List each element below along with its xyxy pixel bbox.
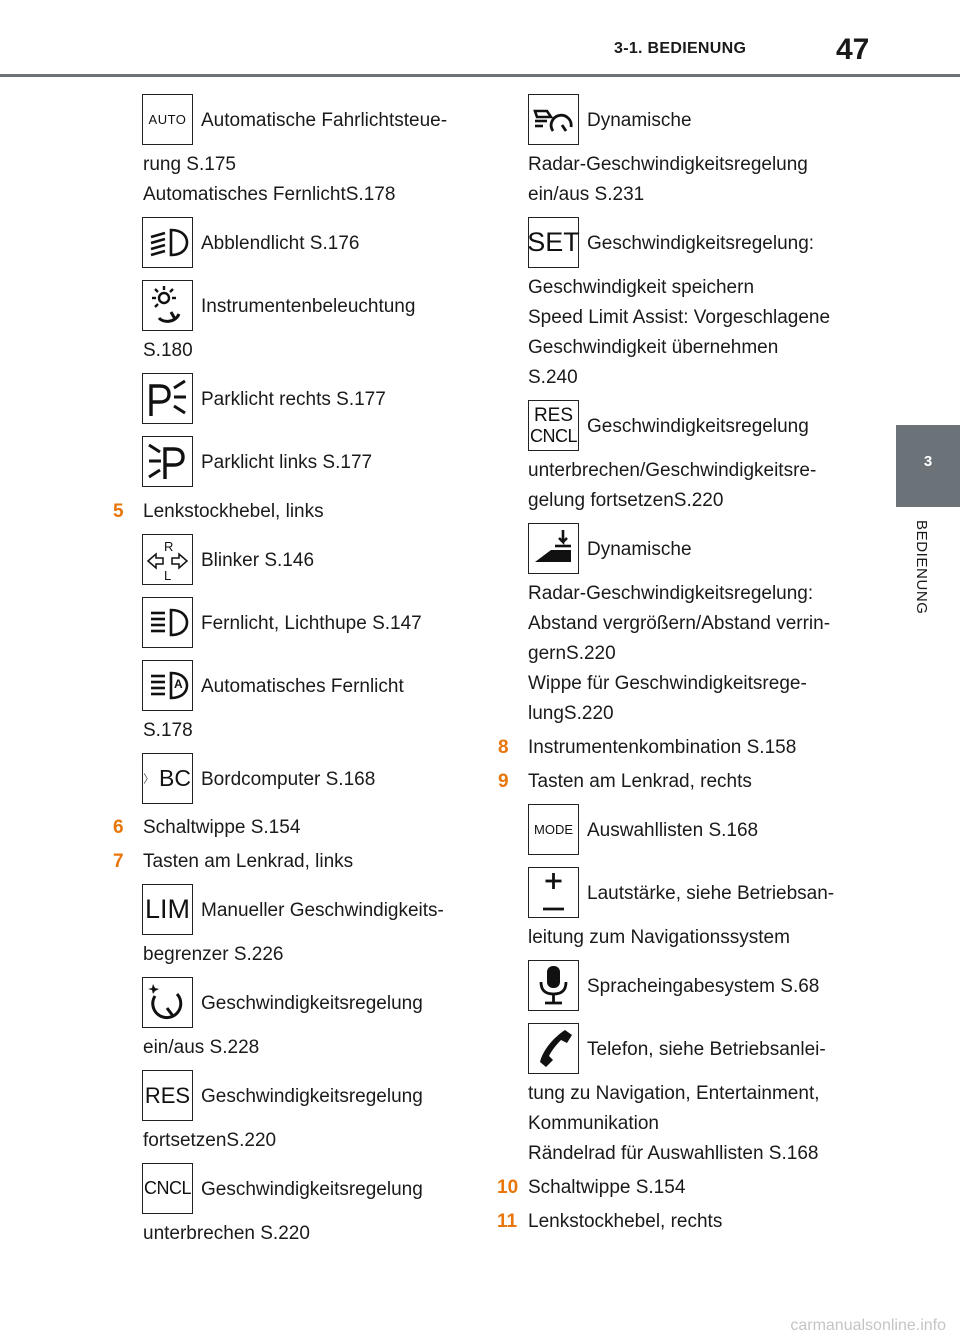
auto-light-text: Automatische Fahrlichtsteue- [201,110,448,131]
phone-text: Telefon, siehe Betriebsanlei- [587,1039,826,1060]
distance-control-icon [528,523,579,574]
volume-text: Lautstärke, siehe Betriebsan- [587,883,835,904]
dynamic-radar-cruise-icon [528,94,579,145]
trip-computer-text: Bordcomputer S.168 [201,769,376,790]
header-divider [0,74,960,77]
set-text: Geschwindigkeitsregelung: [587,233,815,254]
item-6-text: Schaltwippe S.154 [143,817,301,838]
item-11-text: Lenkstockhebel, rechts [528,1211,723,1232]
distance-cont5: lungS.220 [528,703,614,724]
low-beam-text: Abblendlicht S.176 [201,233,360,254]
distance-cont1: Radar-Geschwindigkeitsregelung: [528,583,814,604]
resume-text: Geschwindigkeitsregelung [201,1086,423,1107]
auto-high-beam-cont: S.178 [143,720,193,741]
item-9-text: Tasten am Lenkrad, rechts [528,771,752,792]
svg-text:L: L [164,568,172,582]
cruise-control-icon [142,977,193,1028]
speed-limiter-text: Manueller Geschwindigkeits- [201,900,444,921]
low-beam-icon [142,217,193,268]
park-left-icon [142,436,193,487]
volume-icon [528,867,579,918]
instrument-lighting-text: Instrumentenbeleuchtung [201,296,416,317]
item-number-7: 7 [113,851,124,872]
item-number-11: 11 [497,1211,518,1232]
speed-limiter-icon: LIM [142,884,193,935]
thumbwheel-text: Rändelrad für Auswahllisten S.168 [528,1143,819,1164]
set-icon: SET [528,217,579,268]
cruise-control-text: Geschwindigkeitsregelung [201,993,423,1014]
res-cncl-icon: RES CNCL [528,400,579,451]
item-7-text: Tasten am Lenkrad, links [143,851,354,872]
res-cncl-cont2: gelung fortsetzenS.220 [528,490,724,511]
trip-computer-icon: BC [142,753,193,804]
auto-light-cont: rung S.175 [143,154,236,175]
phone-icon [528,1023,579,1074]
instrument-lighting-icon [142,280,193,331]
set-cont2: Speed Limit Assist: Vorgeschlagene [528,307,831,328]
auto-light-icon: AUTO [142,94,193,145]
turn-signal-icon [142,534,193,585]
auto-high-beam-icon [142,660,193,711]
res-cncl-cont1: unterbrechen/Geschwindigkeitsre- [528,460,817,481]
mode-text: Auswahllisten S.168 [587,820,759,841]
cruise-control-cont: ein/aus S.228 [143,1037,260,1058]
set-cont4: S.240 [528,367,578,388]
res-cncl-text: Geschwindigkeitsregelung [587,416,809,437]
watermark: carmanualsonline.info [790,1317,946,1334]
distance-cont4: Wippe für Geschwindigkeitsrege- [528,673,807,694]
auto-high-beam-text: Automatisches Fernlicht [201,676,404,697]
phone-cont2: Kommunikation [528,1113,659,1134]
park-right-icon [142,373,193,424]
distance-cont2: Abstand vergrößern/Abstand verrin- [528,613,831,634]
item-number-5: 5 [113,501,124,522]
instrument-lighting-cont: S.180 [143,340,193,361]
dynamic-radar-cont2: ein/aus S.231 [528,184,645,205]
item-5-text: Lenkstockhebel, links [143,501,324,522]
chapter-tab[interactable] [896,425,960,507]
phone-cont1: tung zu Navigation, Entertainment, [528,1083,820,1104]
svg-text:A: A [174,677,183,691]
resume-cont: fortsetzenS.220 [143,1130,277,1151]
section-title: 3-1. BEDIENUNG [614,40,747,57]
volume-cont: leitung zum Navigationssystem [528,927,790,948]
item-number-9: 9 [498,771,509,792]
distance-cont3: gernS.220 [528,643,616,664]
cancel-cont: unterbrechen S.220 [143,1223,310,1244]
microphone-icon [528,960,579,1011]
svg-text:R: R [164,539,174,554]
set-cont1: Geschwindigkeit speichern [528,277,755,298]
item-8-text: Instrumentenkombination S.158 [528,737,797,758]
distance-text: Dynamische [587,539,692,560]
voice-text: Spracheingabesystem S.68 [587,976,820,997]
resume-icon: RES [142,1070,193,1121]
page-number: 47 [836,33,870,66]
dynamic-radar-cont1: Radar-Geschwindigkeitsregelung [528,154,808,175]
chapter-number: 3 [923,453,933,470]
dynamic-radar-text: Dynamische [587,110,692,131]
mode-icon: MODE [528,804,579,855]
high-beam-text: Fernlicht, Lichthupe S.147 [201,613,422,634]
set-cont3: Geschwindigkeit übernehmen [528,337,779,358]
item-number-8: 8 [498,737,509,758]
chapter-label: BEDIENUNG [913,520,930,615]
turn-signal-text: Blinker S.146 [201,550,315,571]
park-right-text: Parklicht rechts S.177 [201,389,386,410]
park-left-text: Parklicht links S.177 [201,452,373,473]
cancel-text: Geschwindigkeitsregelung [201,1179,423,1200]
item-number-10: 10 [497,1177,519,1198]
item-number-6: 6 [113,817,124,838]
high-beam-icon [142,597,193,648]
cancel-icon: CNCL [142,1163,193,1214]
auto-highbeam-ref: Automatisches FernlichtS.178 [143,184,396,205]
speed-limiter-cont: begrenzer S.226 [143,944,284,965]
item-10-text: Schaltwippe S.154 [528,1177,686,1198]
